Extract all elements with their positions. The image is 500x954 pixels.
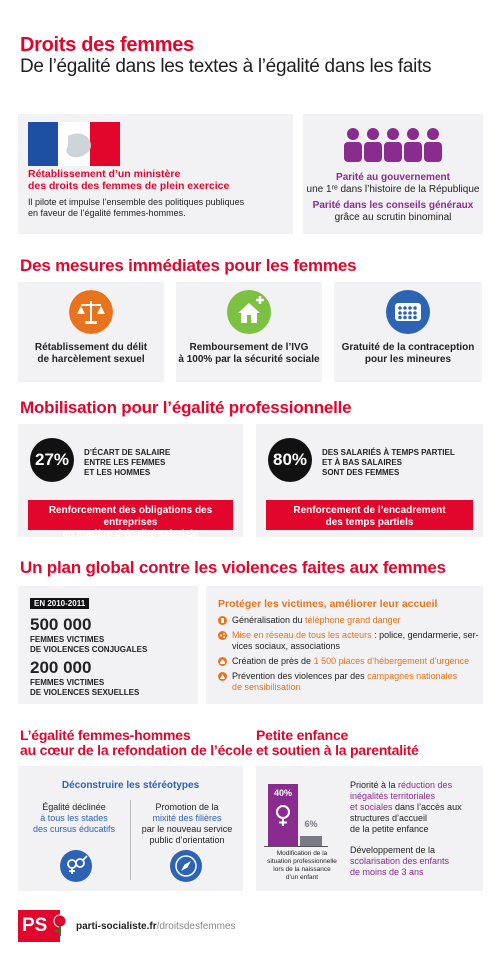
phone-icon bbox=[218, 616, 227, 625]
protect-item-3: Création de près de 1 500 places d’hébergement d’urgence bbox=[232, 656, 470, 666]
chart-baseline bbox=[264, 846, 328, 847]
ecole-left-text: Égalité déclinée à tous les stades des cursus éducatifs bbox=[32, 802, 116, 834]
pill-pack-icon bbox=[386, 290, 430, 334]
stat-200000: 200 000 bbox=[30, 658, 92, 677]
scales-icon bbox=[69, 290, 113, 334]
stat-500000-label: FEMMES VICTIMES DE VIOLENCES CONJUGALES bbox=[30, 635, 148, 654]
ministere-title: Rétablissement d’un ministère des droits des femmes de plein exercice bbox=[28, 168, 230, 192]
period-badge: EN 2010-2011 bbox=[30, 598, 89, 609]
pro-salaire-card bbox=[18, 424, 243, 540]
female-symbol-icon bbox=[273, 804, 293, 828]
ministere-card bbox=[18, 114, 293, 234]
violences-title: Un plan global contre les violences faites aux femmes bbox=[20, 558, 446, 577]
bar-6 bbox=[300, 836, 322, 846]
violences-protect-card bbox=[206, 586, 483, 704]
ecole-title: L’égalité femmes-hommes au cœur de la refondation de l’école bbox=[20, 727, 253, 758]
mesure-3-text: Gratuité de la contraception pour les mineures bbox=[341, 342, 475, 365]
mesure-contraception-card bbox=[334, 282, 482, 382]
stereotypes-title: Déconstruire les stéréotypes bbox=[61, 780, 200, 791]
mesure-harcelement-card bbox=[18, 282, 164, 382]
compass-icon bbox=[170, 850, 202, 882]
bar-40-label: 40% bbox=[273, 788, 292, 798]
page-title: Droits des femmes bbox=[20, 34, 194, 56]
stat-27-label: D’ÉCART DE SALAIRE ENTRE LES FEMMES ET LES HOMMES bbox=[84, 448, 171, 477]
protect-title: Protéger les victimes, améliorer leur accueil bbox=[218, 598, 438, 610]
stat-80-circle: 80% bbox=[268, 438, 312, 482]
ps-logo: PS bbox=[18, 910, 60, 942]
warning-icon bbox=[218, 672, 227, 681]
mesure-ivg-card bbox=[176, 282, 322, 382]
ecole-card bbox=[18, 766, 243, 891]
chart-caption: Modification de la situation professionnelle lors de la naissance d’un enfant bbox=[267, 850, 337, 881]
pro-temps-partiel-bar: Renforcement de l’encadrement des temps partiels bbox=[266, 500, 473, 530]
page-subtitle: De l’égalité dans les textes à l’égalité dans les faits bbox=[20, 56, 432, 77]
footer-link[interactable]: parti-socialiste.fr/droitsdesfemmes bbox=[76, 921, 236, 932]
protect-item-2: Mise en réseau de tous les acteurs : police, gendarmerie, ser- vices sociaux, associations bbox=[232, 630, 479, 651]
stat-200000-label: FEMMES VICTIMES DE VIOLENCES SEXUELLES bbox=[30, 678, 140, 697]
network-icon bbox=[218, 631, 227, 640]
health-house-icon bbox=[227, 290, 271, 334]
mesures-title: Des mesures immédiates pour les femmes bbox=[20, 256, 357, 275]
footer bbox=[0, 898, 500, 954]
pro-title: Mobilisation pour l’égalité professionnelle bbox=[20, 398, 352, 417]
protect-item-1: Généralisation du téléphone grand danger bbox=[232, 615, 401, 625]
enfance-title: Petite enfance et soutien à la parentalité bbox=[256, 727, 419, 758]
stat-27-circle: 27% bbox=[30, 438, 74, 482]
violences-stats-card bbox=[18, 586, 198, 704]
ecole-right-text: Promotion de la mixité des filières par le nouveau service public d’orientation bbox=[141, 802, 233, 845]
marianne-logo-icon bbox=[28, 122, 120, 166]
parite-card bbox=[303, 114, 483, 234]
stat-80-label: DES SALARIÉS À TEMPS PARTIEL ET À BAS SALAIRES SONT DES FEMMES bbox=[322, 448, 455, 477]
stat-500000: 500 000 bbox=[30, 615, 92, 634]
ministere-desc: Il pilote et impulse l’ensemble des politiques publiques en faveur de l’égalité femmes-hommes. bbox=[28, 197, 245, 218]
shelter-icon bbox=[218, 657, 227, 666]
bar-6-label: 6% bbox=[304, 819, 318, 829]
enfance-priority-text: Priorité à la réduction des inégalités territoriales et sociales dans l’accès aux structures d’accueil de la petite enfance bbox=[350, 780, 462, 834]
people-group-icon bbox=[341, 124, 445, 164]
mesure-2-text: Remboursement de l’IVG à 100% par la sécurité sociale bbox=[178, 342, 320, 365]
gender-equality-icon bbox=[60, 850, 92, 882]
pro-temps-partiel-card bbox=[256, 424, 483, 537]
mesure-1-text: Rétablissement du délit de harcèlement sexuel bbox=[34, 342, 148, 365]
header bbox=[0, 0, 500, 96]
pro-salaire-bar: Renforcement des obligations des entreprises en matière d’égalité salariale bbox=[28, 500, 233, 530]
enfance-card bbox=[256, 766, 483, 891]
protect-item-4: Prévention des violences par des campagnes nationales de sensibilisation bbox=[232, 671, 458, 692]
parite-text: Parité au gouvernement une 1ʳᵉ dans l’histoire de la République Parité dans les conseils généraux grâce au scrutin binominal bbox=[306, 172, 480, 223]
divider bbox=[130, 800, 131, 880]
enfance-scolarisation-text: Développement de la scolarisation des enfants de moins de 3 ans bbox=[350, 845, 450, 877]
rose-icon bbox=[52, 914, 68, 936]
